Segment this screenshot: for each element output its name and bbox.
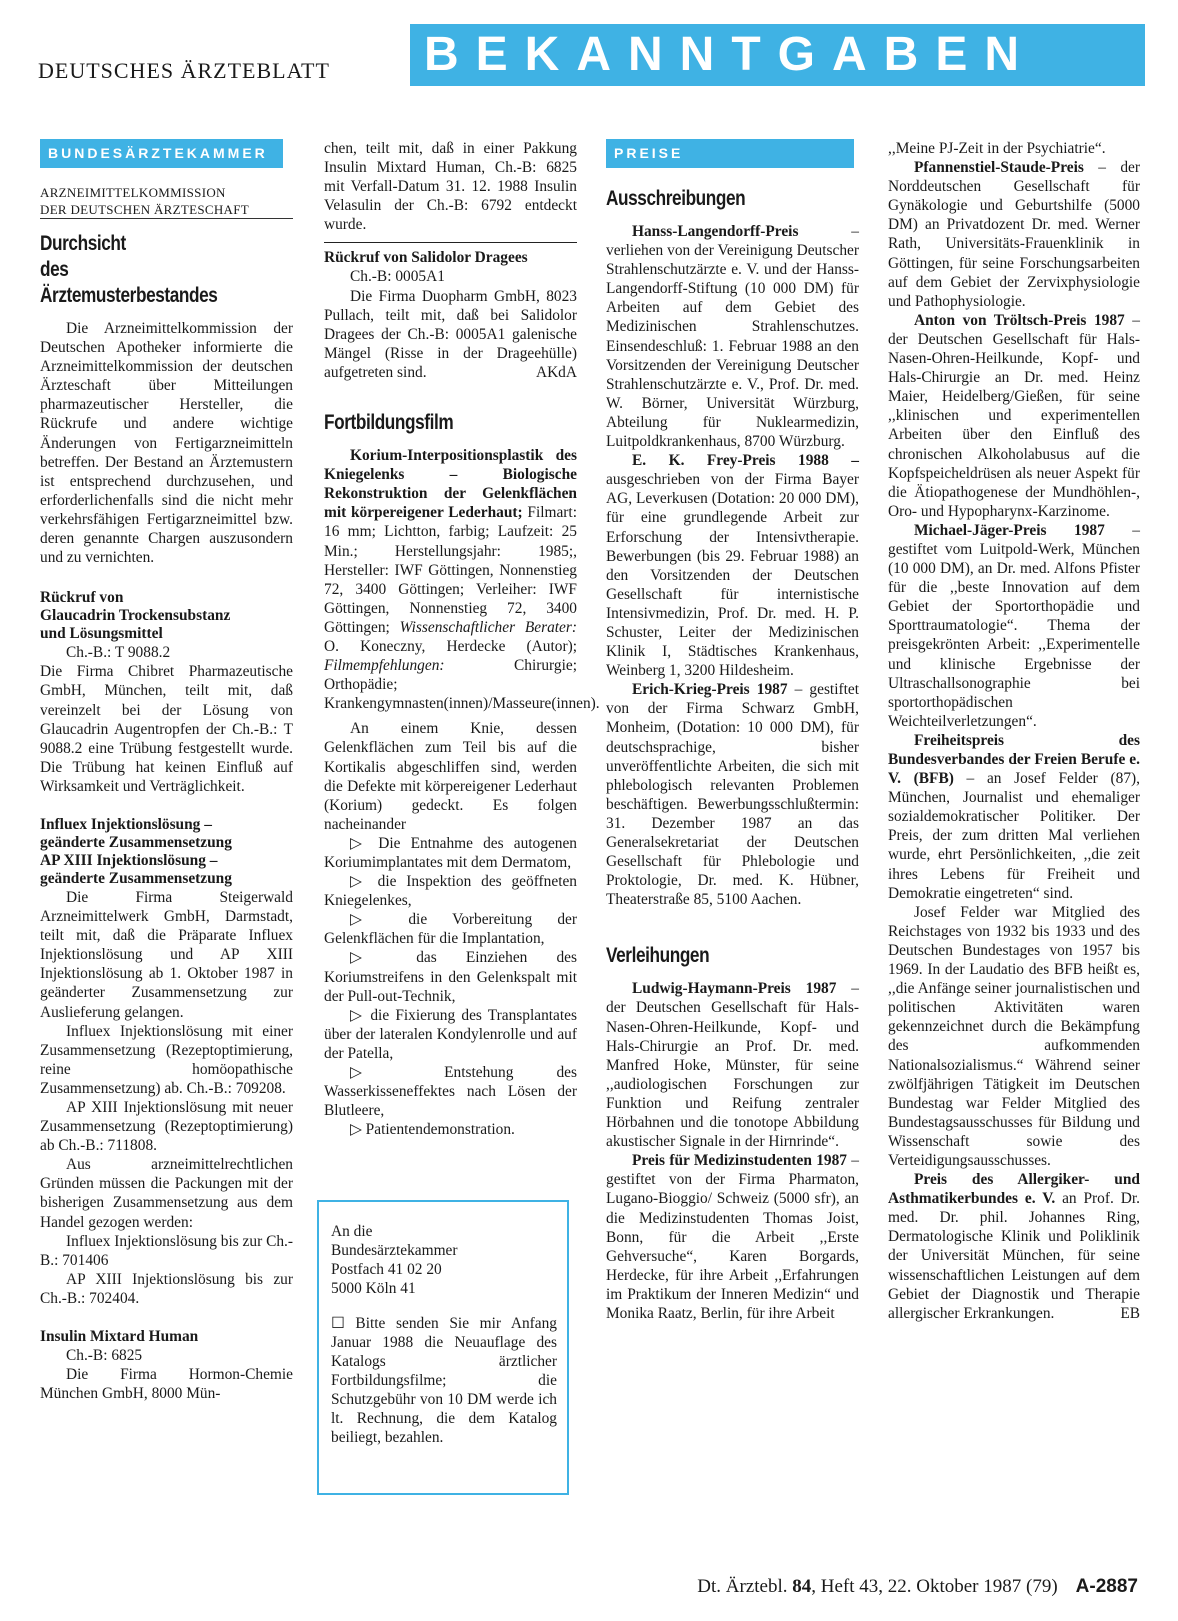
title-line-2: des Ärztemusterbestandes	[40, 258, 218, 307]
citation-volume: 84	[792, 1576, 812, 1597]
column-2	[324, 139, 600, 1139]
prize-entry	[606, 451, 859, 680]
film-meta: O. Koneczny, Herdecke (Autor);	[324, 637, 577, 655]
film-step: ▷ Entstehung des Wasserkisseneffektes nach Lösen der Blutleere,	[324, 1064, 577, 1120]
prize-name: Freiheitspreis des Bundesverbandes der Freien Berufe e. V. (BFB)	[888, 731, 1140, 788]
heading-line: geänderte Zusammensetzung	[40, 833, 232, 851]
charge-number: Ch.-B.: T 9088.2	[66, 644, 171, 662]
prize-text: – der Deutschen Gesellschaft für Hals-Nasen-Ohren-Heilkunde, Kopf- und Hals-Chirurgie an Prof. Dr. med. Manfred Hoke, Münster, für seine ,,audiologischen Forschungen zur Funktion und Reifung zentraler Hörbahnen und die tonotope Abbildung akustischer Signale in der Hirnrinde“.	[606, 980, 859, 1151]
prize-text: – an Josef Felder (87), München, Journalist und ehemaliger sozialdemokratischer Politiker. Der Preis, der zum dritten Mal verliehen wurde, ehrt Persönlichkeiten, ,,die zeit ihres Lebens für Freiheit und Demokratie eingetreten“ sind.	[888, 770, 1140, 902]
heading-line: Influex Injektionslösung –	[40, 815, 212, 833]
salidolor-text	[324, 287, 577, 382]
prize-name: Michael-Jäger-Preis 1987	[914, 521, 1105, 539]
salidolor-body: Die Firma Duopharm GmbH, 8023 Pullach, teilt mit, daß bei Salidolor Dragees der Ch.-B: 0005A1 galenische Mängel (Risse in der Drageehülle) aufgetreten sind.	[324, 287, 577, 381]
film-step: ▷ die Inspektion des geöffneten Kniegelenkes,	[324, 873, 577, 910]
prize-name: Preis für Medizinstudenten 1987	[632, 1152, 847, 1170]
prize-name: Preis des Allergiker- und Asthmatikerbundes e. V.	[888, 1171, 1140, 1208]
prize-paragraph: Josef Felder war Mitglied des Reichstages von 1932 bis 1933 und des Deutschen Bundestages von 1957 bis 1969. In der Laudatio des BFB heißt es, ,,die Anfänge seiner journalistischen und politischen Aktivitäten waren gekennzeichnet durch die Bekämpfung des aufkommenden Nationalsozialismus.“ Während seiner zwölfjährigen Tätigkeit im Deutschen Bundestag war Felder Mitglied des Bundestagsausschusses für Bildung und Wissenschaft sowie des Verteidigungsausschusses.	[888, 903, 1140, 1169]
film-meta: Chirurgie; Orthopädie; Krankengymnasten(innen)/Masseure(innen).	[324, 657, 600, 713]
prize-name: Hanss-Langendorff-Preis	[632, 223, 799, 240]
film-step: ▷ Patientendemonstration.	[350, 1121, 515, 1139]
address-line: Bundesärztekammer	[331, 1242, 458, 1259]
prize-text: – verliehen von der Vereinigung Deutscher Strahlenschutzärzte e. V. und der Hanss-Langendorff-Stiftung (10 000 DM) für Arbeiten auf dem Gebiet des Medizinischen Strahlenschutzes. Einsendeschluß: 1. Februar 1988 an den Vorsitzenden der Vereinigung Deutscher Strahlenschutzärzte e. V., Prof. Dr. med. W. Börner, Universität Würzburg, Abteilung für Nuklearmedizin, Luitpoldkrankenhaus, 8700 Würzburg.	[606, 223, 859, 451]
title-line-1: Durchsicht	[40, 232, 126, 255]
prize-text: – der Deutschen Gesellschaft für Hals-Nasen-Ohren-Heilkunde, Kopf- und Hals-Chirurgie an Dr. med. Heinz Maier, Heidelberg/Gießen, für seine ,,klinischen und experimentellen Arbeiten über den Einfluß des chronischen Alkoholabusus auf die Kopfspeicheldrüsen als neuer Aspekt für die Ätiopathogenese der Mundhöhlen-, Oro- und Hypopharynx-Karzinome.	[888, 311, 1140, 520]
prize-entry	[888, 521, 1140, 731]
signature: AKdA	[535, 363, 577, 381]
org-name	[40, 184, 293, 219]
heading-ausschreibungen: Ausschreibungen	[606, 187, 746, 210]
film-title: Fortbildungsfilm	[324, 411, 454, 435]
prize-entry	[606, 680, 859, 909]
influex-paragraph: Influex Injektionslösung mit einer Zusammensetzung (Rezeptoptimierung, reine homöopathische Zusammensetzung) ab. Ch.-B.: 709208.	[40, 1022, 293, 1097]
page-number: A-2887	[1075, 1576, 1138, 1597]
prize-name: Pfannenstiel-Staude-Preis	[914, 159, 1084, 177]
film-label: Filmempfehlungen:	[324, 657, 445, 675]
prize-name: Erich-Krieg-Preis 1987	[632, 681, 788, 699]
influex-paragraph: Aus arzneimittelrechtlichen Gründen müssen die Packungen mit der bisherigen Zusammensetzung aus dem Handel gezogen werden:	[40, 1156, 293, 1231]
intro-paragraph: Die Arzneimittelkommission der Deutschen Apotheker informierte die Arzneimittelkommission der deutschen Ärzteschaft über Mitteilungen pharmazeutischer Hersteller, die Rückrufe und andere wichtige Änderungen von Fertigarzneimitteln betreffen. Der Bestand an Ärztemustern ist entsprechend durchzusehen, und erforderlichenfalls sind die nicht mehr verkehrsfähigen Fertigarzneimittel bzw. deren genannte Chargen auszusondern und zu vernichten.	[40, 320, 293, 567]
heading-salidolor: Rückruf von Salidolor Dragees	[324, 249, 528, 267]
section-banner: BEKANNTGABEN	[410, 24, 1145, 86]
order-text: ☐ Bitte senden Sie mir Anfang Januar 1988 die Neuauflage des Katalogs ärztlicher Fortbildungsfilme; die Schutzgebühr von 10 DM werde ich lt. Rechnung, die dem Katalog beiliegt, bezahlen.	[331, 1315, 557, 1446]
section-label-bundesaerztekammer: BUNDESÄRZTEKAMMER	[40, 139, 283, 168]
prize-name: Anton von Tröltsch-Preis 1987	[914, 311, 1125, 329]
address-line: 5000 Köln 41	[331, 1280, 416, 1297]
heading-line: Rückruf von	[40, 589, 124, 607]
film-meta: Filmart: 16 mm; Lichtton, farbig; Laufzeit: 25 Min.; Herstellungsjahr: 1985;, Hersteller: IWF Göttingen, Nonnenstieg 72, 3400 Göttingen; Verleiher: IWF Göttingen, Nonnenstieg 72, 3400 Göttingen;	[324, 504, 577, 636]
prize-text: an Prof. Dr. med. Dr. phil. Johannes Ring, Dermatologische Klinik und Poliklinik der Universität München, für seine wissenschaftlichen Leistungen auf dem Gebiet der Diagnostik und Therapie allergischer Erkrankungen.	[888, 1190, 1140, 1322]
heading-influex	[40, 816, 293, 888]
prize-name: E. K. Frey-Preis 1988 –	[632, 452, 859, 470]
heading-line: AP XIII Injektionslösung –	[40, 851, 218, 869]
heading-line: und Lösungsmittel	[40, 625, 163, 643]
influex-paragraph: Die Firma Steigerwald Arzneimittelwerk GmbH, Darmstadt, teilt mit, daß die Präparate Influex Injektionslösung und AP XIII Injektionslösung ab 1. Oktober 1987 in geänderter Zusammensetzung zur Auslieferung gelangen.	[40, 888, 293, 1021]
page-footer	[697, 1576, 1138, 1598]
charge-number: Ch.-B: 0005A1	[350, 268, 445, 286]
column-3	[606, 139, 859, 1323]
film-step: ▷ die Fixierung des Transplantates über der lateralen Kondylenrolle und auf der Patella,	[324, 1006, 577, 1062]
film-label: Wissenschaftlicher Berater:	[399, 618, 577, 636]
prize-text: – gestiftet von der Firma Pharmaton, Lugano-Bioggio/ Schweiz (5000 sfr), an die Medizinstudenten Thomas Joist, Bonn, für die Arbeit ,,Erste Gehversuche“, Karen Borgards, Herdecke, für ihre Arbeit ,,Erfahrungen im Praktikum der Inneren Medizin“ und Monika Raatz, Berlin, für ihre Arbeit	[606, 1152, 859, 1322]
org-line-2: DER DEUTSCHEN ÄRZTESCHAFT	[40, 201, 293, 219]
divider	[324, 242, 577, 243]
charge-number: Ch.-B: 6825	[66, 1347, 143, 1365]
prize-entry	[606, 222, 859, 451]
prize-entry	[606, 979, 859, 1151]
journal-masthead: DEUTSCHES ÄRZTEBLATT	[38, 58, 330, 83]
signature: EB	[1120, 1304, 1140, 1322]
address-line: Postfach 41 02 20	[331, 1261, 442, 1278]
glaucadrin-text: Die Firma Chibret Pharmazeutische GmbH, München, teilt mit, daß vereinzelt bei der Lösung von Glaucadrin Augentropfen der Ch.-B.: T 9088.2 eine Trübung festgestellt wurde. Die Trübung hat keinen Einfluß auf Wirksamkeit und Verträglichkeit.	[40, 663, 293, 795]
film-details	[324, 446, 600, 713]
prize-text: ausgeschrieben von der Firma Bayer AG, Leverkusen (Dotation: 20 000 DM), für eine grundlegende Arbeit zur Erforschung der Intensivtherapie. Bewerbungen (bis 29. Februar 1988) an den Vorsitzenden der Deutschen Gesellschaft für internistische Intensivmedizin, Prof. Dr. med. H. P. Schuster, Leiter der Medizinischen Klinik I, Städtisches Krankenhaus, Weinberg 1, 3200 Hildesheim.	[606, 471, 859, 680]
prize-entry	[888, 311, 1140, 521]
order-coupon	[317, 1200, 569, 1495]
heading-line: geänderte Zusammensetzung	[40, 869, 232, 887]
section-label-preise: PREISE	[606, 139, 854, 168]
insulin-text-cont: chen, teilt mit, daß in einer Pakkung Insulin Mixtard Human, Ch.-B: 6825 mit Verfall-Datum 31. 12. 1988 Insulin Velasulin der Ch.-B: 6792 entdeckt wurde.	[324, 140, 577, 234]
citation-prefix: Dt. Ärztebl.	[697, 1576, 793, 1597]
heading-line: Glaucadrin Trockensubstanz	[40, 607, 231, 625]
prize-entry	[606, 1151, 859, 1323]
heading-glaucadrin	[40, 589, 293, 643]
film-description: An einem Knie, dessen Gelenkflächen zum Teil bis auf die Kortikalis abgeschliffen sind, werden die Defekte mit körpereigener Lederhaut (Korium) gedeckt. Es folgen nacheinander	[324, 720, 577, 833]
heading-verleihungen: Verleihungen	[606, 944, 710, 968]
prize-entry	[888, 731, 1140, 903]
film-step: ▷ die Vorbereitung der Gelenkflächen für die Implantation,	[324, 911, 577, 948]
influex-paragraph: Influex Injektionslösung bis zur Ch.-B.: 701406	[40, 1232, 293, 1269]
column-4	[888, 139, 1140, 1323]
prize-text: – der Norddeutschen Gesellschaft für Gynäkologie und Geburtshilfe (5000 DM) an Privatdozent Dr. med. Werner Rath, Universitäts-Frauenklinik in Göttingen, für seine Forschungsarbeiten auf dem Gebiet der Zervixphysiologie und Pathophysiologie.	[888, 159, 1140, 310]
film-name: Korium-Interpositionsplastik des Kniegelenks – Biologische Rekonstruktion der Gelenkflächen mit körpereigener Lederhaut;	[324, 447, 577, 522]
prize-entry	[888, 1170, 1140, 1323]
prize-name: Ludwig-Haymann-Preis 1987	[632, 980, 837, 998]
prize-text: – gestiftet von der Firma Schwarz GmbH, Monheim, (Dotation: 10 000 DM), für deutschsprachige, bisher unveröffentlichte Arbeiten, die sich mit phlebologisch relevanten Problemen beschäftigen. Bewerbungsschlußtermin: 31. Dezember 1987 an das Generalsekretariat der Deutschen Gesellschaft für Phlebologie und Proktologie, Dr. med. K. Hübner, Theaterstraße 85, 5100 Aachen.	[606, 681, 859, 909]
heading-insulin: Insulin Mixtard Human	[40, 1328, 199, 1346]
prize-entry	[888, 158, 1140, 311]
column-1	[40, 139, 293, 1403]
citation-rest: , Heft 43, 22. Oktober 1987 (79)	[811, 1576, 1058, 1597]
influex-paragraph: AP XIII Injektionslösung mit neuer Zusammensetzung (Rezeptoptimierung) ab Ch.-B.: 711808.	[40, 1099, 293, 1155]
prize-text-cont: ,,Meine PJ-Zeit in der Psychiatrie“.	[888, 140, 1106, 157]
address-line: An die	[331, 1223, 373, 1240]
influex-paragraph: AP XIII Injektionslösung bis zur Ch.-B.: 702404.	[40, 1270, 293, 1307]
prize-text: – gestiftet vom Luitpold-Werk, München (10 000 DM), an Dr. med. Alfons Pfister für die ,,beste Innovation auf dem Gebiet der Sportorthopädie und Sporttraumatologie“. Thema der preisgekrönten Arbeit: ,,Experimentelle und klinische Ergebnisse der Ultraschallsonographie bei sportorthopädischen Weichteilverletzungen“.	[888, 521, 1140, 730]
film-step: ▷ Die Entnahme des autogenen Koriumimplantates mit dem Dermatom,	[324, 834, 577, 871]
article-title	[40, 231, 247, 309]
film-step: ▷ das Einziehen des Koriumstreifens in den Gelenkspalt mit der Pull-out-Technik,	[324, 949, 577, 1005]
org-line-1: ARZNEIMITTELKOMMISSION	[40, 185, 226, 200]
insulin-text: Die Firma Hormon-Chemie München GmbH, 8000 Mün-	[40, 1366, 293, 1403]
